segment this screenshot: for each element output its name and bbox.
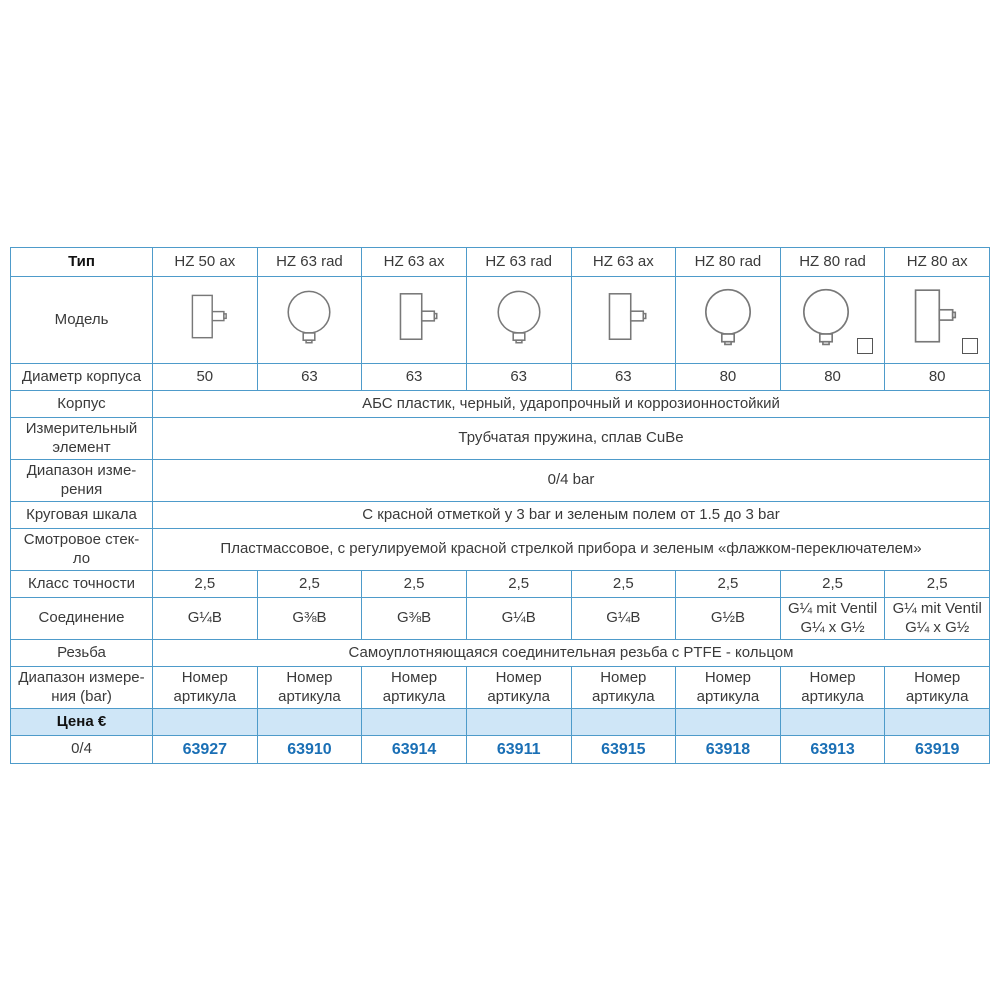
price-cell-empty — [466, 709, 571, 736]
accuracy-cell: 2,5 — [153, 571, 258, 598]
article-header-cell: Номер артикула — [780, 667, 885, 709]
row-label-articles: 0/4 — [11, 736, 153, 764]
model-cell — [571, 277, 676, 364]
dial-value: С красной отметкой у 3 bar и зеленым полем от 1.5 до 3 bar — [153, 502, 990, 529]
model-cell — [885, 277, 990, 364]
price-cell-empty — [257, 709, 362, 736]
row-label-window: Смотровое стек- ло — [11, 529, 153, 571]
price-cell-empty — [885, 709, 990, 736]
article-number: 63910 — [257, 736, 362, 764]
accuracy-cell: 2,5 — [571, 571, 676, 598]
body-value: АБС пластик, черный, ударопрочный и коррозионностойкий — [153, 391, 990, 418]
connection-cell: G⅜B — [362, 598, 467, 640]
model-cell — [466, 277, 571, 364]
price-cell-empty — [676, 709, 781, 736]
article-number: 63913 — [780, 736, 885, 764]
gauge-spec-table — [10, 247, 990, 764]
model-cell — [153, 277, 258, 364]
article-number: 63915 — [571, 736, 676, 764]
accuracy-cell: 2,5 — [362, 571, 467, 598]
table-row-article-header — [11, 667, 990, 709]
table-row-articles — [11, 736, 990, 764]
radial-gauge-icon — [695, 286, 761, 348]
row-label-model: Модель — [11, 277, 153, 364]
axial-gauge-icon — [897, 286, 963, 348]
row-label-type: Тип — [11, 248, 153, 277]
table-row-range — [11, 460, 990, 502]
price-cell-empty — [153, 709, 258, 736]
price-cell-empty — [780, 709, 885, 736]
type-cell: HZ 50 ax — [153, 248, 258, 277]
table-row-type — [11, 248, 990, 277]
price-cell-empty — [571, 709, 676, 736]
type-cell: HZ 80 ax — [885, 248, 990, 277]
row-label-range: Диапазон изме- рения — [11, 460, 153, 502]
table-row-body — [11, 391, 990, 418]
valve-square-icon — [962, 338, 978, 354]
radial-gauge-icon — [793, 286, 859, 348]
connection-cell: G½B — [676, 598, 781, 640]
accuracy-cell: 2,5 — [780, 571, 885, 598]
article-number: 63918 — [676, 736, 781, 764]
table-row-model — [11, 277, 990, 364]
table-row-element — [11, 418, 990, 460]
diameter-cell: 63 — [466, 364, 571, 391]
row-label-element: Измерительный элемент — [11, 418, 153, 460]
row-label-thread: Резьба — [11, 640, 153, 667]
connection-cell: G¼B — [466, 598, 571, 640]
connection-cell: G⅜B — [257, 598, 362, 640]
article-header-cell: Номер артикула — [885, 667, 990, 709]
type-cell: HZ 63 rad — [257, 248, 362, 277]
model-cell — [362, 277, 467, 364]
article-header-cell: Номер артикула — [466, 667, 571, 709]
connection-cell: G¼ mit Ventil G¼ x G½ — [885, 598, 990, 640]
diameter-cell: 80 — [780, 364, 885, 391]
row-label-accuracy: Класс точности — [11, 571, 153, 598]
valve-square-icon — [857, 338, 873, 354]
diameter-cell: 63 — [571, 364, 676, 391]
diameter-cell: 80 — [676, 364, 781, 391]
type-cell: HZ 63 rad — [466, 248, 571, 277]
diameter-cell: 50 — [153, 364, 258, 391]
diameter-cell: 63 — [362, 364, 467, 391]
article-header-cell: Номер артикула — [676, 667, 781, 709]
table-row-accuracy — [11, 571, 990, 598]
thread-value: Самоуплотняющаяся соединительная резьба с PTFE - кольцом — [153, 640, 990, 667]
article-header-cell: Номер артикула — [571, 667, 676, 709]
table-row-connection — [11, 598, 990, 640]
diameter-cell: 63 — [257, 364, 362, 391]
connection-cell: G¼B — [571, 598, 676, 640]
type-cell: HZ 63 ax — [571, 248, 676, 277]
axial-gauge-icon — [383, 288, 445, 346]
type-cell: HZ 80 rad — [676, 248, 781, 277]
article-header-cell: Номер артикула — [257, 667, 362, 709]
article-header-cell: Номер артикула — [362, 667, 467, 709]
accuracy-cell: 2,5 — [885, 571, 990, 598]
article-number: 63914 — [362, 736, 467, 764]
accuracy-cell: 2,5 — [257, 571, 362, 598]
article-header-cell: Номер артикула — [153, 667, 258, 709]
radial-gauge-icon — [278, 288, 340, 346]
table-row-window — [11, 529, 990, 571]
range-value: 0/4 bar — [153, 460, 990, 502]
row-label-diameter: Диаметр корпуса — [11, 364, 153, 391]
price-cell-empty — [362, 709, 467, 736]
table-row-price — [11, 709, 990, 736]
connection-cell: G¼B — [153, 598, 258, 640]
row-label-connection: Соединение — [11, 598, 153, 640]
radial-gauge-icon — [488, 288, 550, 346]
model-cell — [780, 277, 885, 364]
article-number: 63911 — [466, 736, 571, 764]
window-value: Пластмассовое, с регулируемой красной стрелкой прибора и зеленым «флажком-переключателем» — [153, 529, 990, 571]
diameter-cell: 80 — [885, 364, 990, 391]
row-label-price: Цена € — [11, 709, 153, 736]
axial-gauge-icon — [592, 288, 654, 346]
article-number: 63927 — [153, 736, 258, 764]
table-row-thread — [11, 640, 990, 667]
element-value: Трубчатая пружина, сплав CuBe — [153, 418, 990, 460]
accuracy-cell: 2,5 — [676, 571, 781, 598]
accuracy-cell: 2,5 — [466, 571, 571, 598]
model-cell — [257, 277, 362, 364]
row-label-dial: Круговая шкала — [11, 502, 153, 529]
row-label-body: Корпус — [11, 391, 153, 418]
type-cell: HZ 80 rad — [780, 248, 885, 277]
type-cell: HZ 63 ax — [362, 248, 467, 277]
axial-gauge-icon — [176, 290, 234, 344]
article-number: 63919 — [885, 736, 990, 764]
model-cell — [676, 277, 781, 364]
table-row-diameter — [11, 364, 990, 391]
connection-cell: G¼ mit Ventil G¼ x G½ — [780, 598, 885, 640]
row-label-article-header: Диапазон измере- ния (bar) — [11, 667, 153, 709]
table-row-dial — [11, 502, 990, 529]
